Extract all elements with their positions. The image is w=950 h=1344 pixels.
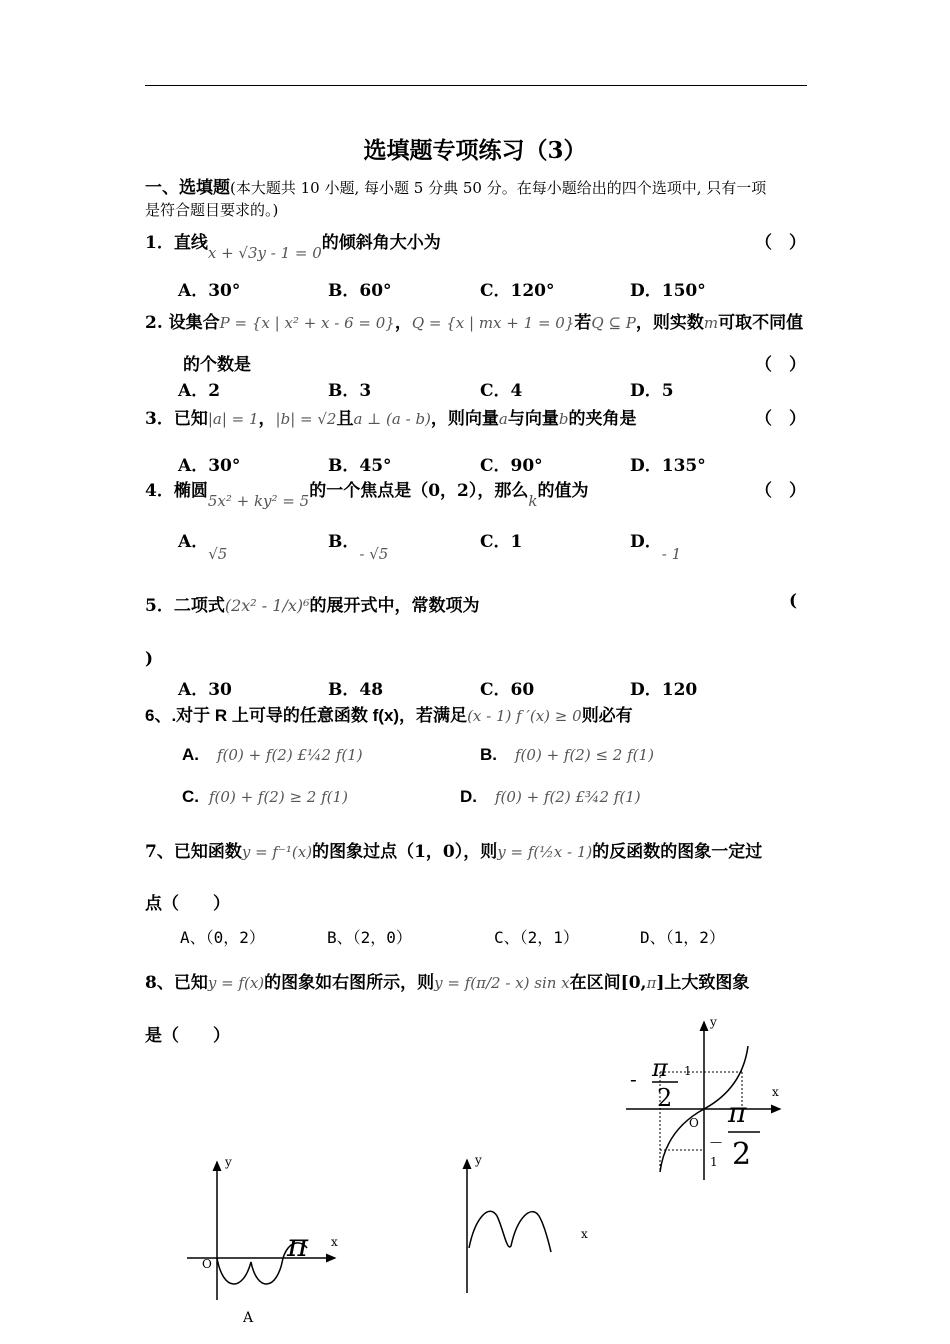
question-3 <box>145 404 636 429</box>
page-title: 选填题专项练习（3） <box>363 137 587 164</box>
q1-stem-tail: 的倾斜角大小为 <box>321 233 441 253</box>
graph-option-b[interactable] <box>455 1148 595 1298</box>
q3-sep2: 且 <box>336 409 354 429</box>
q8-pi: π <box>646 974 657 992</box>
q8-stem-line2: 是（ ） <box>145 1026 230 1046</box>
q1-option-d[interactable]: D．150° <box>630 281 706 301</box>
tick-neg-1: 1 <box>710 1155 718 1169</box>
q3-sep4: 与向量 <box>507 409 559 429</box>
q3-option-d[interactable]: D．135° <box>630 456 706 476</box>
q7-tail: 的反函数的图象一定过 <box>592 842 763 862</box>
q4-option-d-value: - 1 <box>661 545 682 563</box>
q2-set-p: P = {x | x² + x - 6 = 0} <box>219 314 395 332</box>
q3-norm-a: |a| = 1 <box>207 410 259 428</box>
q4-var-k: k <box>528 492 538 510</box>
q6-option-d[interactable] <box>460 787 641 807</box>
option-a-label: A <box>243 1310 254 1326</box>
q6-option-c-value: f(0) + f(2) ≥ 2 f(1) <box>209 788 348 806</box>
q2-option-d[interactable]: D．5 <box>630 381 674 401</box>
q4-stem: 4．椭圆 <box>145 481 208 501</box>
q6-option-d-label: D. <box>460 787 477 806</box>
q5-stem: 5．二项式 <box>145 596 225 616</box>
q6-option-a[interactable] <box>182 745 363 765</box>
neg-pi-half-sign: - <box>630 1067 637 1091</box>
q5-paren-open: ( <box>789 591 798 611</box>
q3-stem: 3．已知 <box>145 409 208 429</box>
origin-label: O <box>689 1116 699 1130</box>
question-5 <box>145 591 480 616</box>
q2-stem: 2. 设集合 <box>145 313 220 333</box>
graph-option-a[interactable] <box>185 1152 355 1332</box>
pi-half-den: 2 <box>732 1137 752 1172</box>
q3-sep1: ， <box>258 409 276 429</box>
q3-tail: 的夹角是 <box>568 409 637 429</box>
q3-option-c[interactable]: C．90° <box>480 456 543 476</box>
q7-option-d[interactable]: D、（1，2） <box>640 928 725 947</box>
tick-1: 1 <box>684 1064 692 1078</box>
question-6 <box>145 701 633 726</box>
q4-option-d-label: D． <box>630 532 662 552</box>
q3-vec-a: a <box>498 410 508 428</box>
q3-sep3: ，则向量 <box>430 409 499 429</box>
section-instructions-cont: 是符合题目要求的。) <box>145 201 279 219</box>
q7-stem: 7、已知函数 <box>145 842 242 862</box>
q5-option-a[interactable]: A．30 <box>178 680 232 700</box>
q4-equation: 5x² + ky² = 5 <box>207 492 310 510</box>
q4-option-b-label: B． <box>328 532 360 552</box>
graph-f-of-x <box>620 1010 790 1185</box>
section-instructions: (本大题共 10 小题, 每小题 5 分典 50 分。在每小题给出的四个选项中, 只有一项 <box>230 179 767 197</box>
q8-tail: ]上大致图象 <box>656 973 750 993</box>
section-intro <box>145 177 815 221</box>
q7-stem-line2: 点（ ） <box>145 894 230 914</box>
q7-func: y = f(½x - 1) <box>497 843 593 861</box>
q2-stem-line2: 的个数是 <box>183 355 251 375</box>
q2-option-c[interactable]: C．4 <box>480 381 523 401</box>
q2-mid: 若 <box>574 313 592 333</box>
q6-option-b-value: f(0) + f(2) ≤ 2 f(1) <box>515 746 654 764</box>
q1-stem: 1．直线 <box>145 233 208 253</box>
question-4 <box>145 476 589 510</box>
q2-tail: ，则实数 <box>635 313 704 333</box>
q4-option-c[interactable]: C．1 <box>480 532 523 552</box>
q3-vec-b: b <box>558 410 569 428</box>
y-label: y <box>475 1153 482 1167</box>
q4-answer-blank: （ ） <box>755 481 806 501</box>
pi-label: π <box>287 1226 309 1264</box>
q1-answer-blank: （ ） <box>755 233 806 253</box>
q2-subset: Q ⊆ P <box>591 314 636 332</box>
q2-set-q: Q = {x | mx + 1 = 0} <box>411 314 575 332</box>
q8-stem: 8、已知 <box>145 973 208 993</box>
x-label: x <box>581 1227 588 1241</box>
tick-neg-1-sign: — <box>710 1135 722 1149</box>
q6-tail: 则必有 <box>581 706 633 725</box>
q2-tail2: 可取不同值 <box>718 313 804 333</box>
header-rule <box>145 85 807 86</box>
section-heading: 一、选填题 <box>145 178 230 198</box>
q8-interval-start: 在区间[0, <box>569 973 647 993</box>
q6-option-b-label: B. <box>480 745 497 764</box>
q3-option-a[interactable]: A．30° <box>178 456 241 476</box>
q6-option-c[interactable] <box>182 787 348 807</box>
question-1 <box>145 228 441 262</box>
neg-pi-half-num: π <box>652 1054 668 1082</box>
q4-tail: 的一个焦点是（0，2），那么 <box>309 481 529 501</box>
q5-tail: 的展开式中，常数项为 <box>309 596 480 616</box>
q7-option-c[interactable]: C、（2，1） <box>494 928 579 947</box>
x-label: x <box>331 1235 338 1249</box>
question-7 <box>145 837 762 862</box>
q2-answer-blank: （ ） <box>755 355 806 375</box>
q7-mid: 的图象过点（1，0），则 <box>312 842 498 862</box>
q8-func: y = f(x) <box>207 974 265 992</box>
q2-option-b[interactable]: B．3 <box>328 381 372 401</box>
q3-option-b[interactable]: B．45° <box>328 456 392 476</box>
q6-stem: 6、.对于 R 上可导的任意函数 f(x)，若满足 <box>145 706 468 725</box>
q7-option-b[interactable]: B、（2，0） <box>327 928 412 947</box>
q1-equation: x + √3y - 1 = 0 <box>207 244 322 262</box>
q3-answer-blank: （ ） <box>755 409 806 429</box>
q6-option-c-label: C. <box>182 787 199 806</box>
q1-option-b[interactable]: B．60° <box>328 281 392 301</box>
q4-option-b[interactable] <box>328 527 389 563</box>
q4-option-d[interactable] <box>630 527 682 563</box>
q3-perp: a ⊥ (a - b) <box>353 410 431 428</box>
q5-option-c[interactable]: C．60 <box>480 680 535 700</box>
q5-paren-close: ) <box>145 649 154 669</box>
neg-pi-half-den: 2 <box>657 1084 673 1112</box>
q4-option-b-value: - √5 <box>359 545 389 563</box>
b-curve <box>469 1211 551 1252</box>
q8-composite-func: y = f(π/2 - x) sin x <box>434 974 570 992</box>
question-2 <box>145 308 803 333</box>
q1-option-a[interactable]: A．30° <box>178 281 241 301</box>
q7-option-a[interactable]: A、（0，2） <box>180 928 265 947</box>
q4-tail2: 的值为 <box>537 481 589 501</box>
q4-option-a[interactable] <box>178 527 228 563</box>
q2-var-m: m <box>703 314 719 332</box>
question-8 <box>145 968 749 993</box>
q1-option-c[interactable]: C．120° <box>480 281 555 301</box>
y-label: y <box>225 1155 232 1169</box>
origin-label: O <box>202 1257 212 1271</box>
q6-option-a-value: f(0) + f(2) £¼2 f(1) <box>217 746 363 764</box>
q6-condition: (x - 1) f ′(x) ≥ 0 <box>467 707 582 725</box>
q8-mid: 的图象如右图所示，则 <box>264 973 435 993</box>
q6-option-b[interactable] <box>480 745 654 765</box>
y-label: y <box>710 1015 717 1029</box>
q2-option-a[interactable]: A．2 <box>178 381 221 401</box>
q6-option-d-value: f(0) + f(2) £¾2 f(1) <box>495 788 641 806</box>
q6-option-a-label: A. <box>182 745 199 764</box>
q2-sep: ， <box>394 313 412 333</box>
q5-option-b[interactable]: B．48 <box>328 680 384 700</box>
q5-option-d[interactable]: D．120 <box>630 680 698 700</box>
q7-inverse-func: y = f⁻¹(x) <box>241 843 313 861</box>
pi-half-num: π <box>728 1096 747 1129</box>
x-label: x <box>772 1085 779 1099</box>
q5-binomial: (2x² - 1/x)⁶ <box>224 596 310 615</box>
q4-option-a-value: √5 <box>208 545 228 563</box>
q3-norm-b: |b| = √2 <box>275 410 337 428</box>
q4-option-a-label: A． <box>178 532 209 552</box>
